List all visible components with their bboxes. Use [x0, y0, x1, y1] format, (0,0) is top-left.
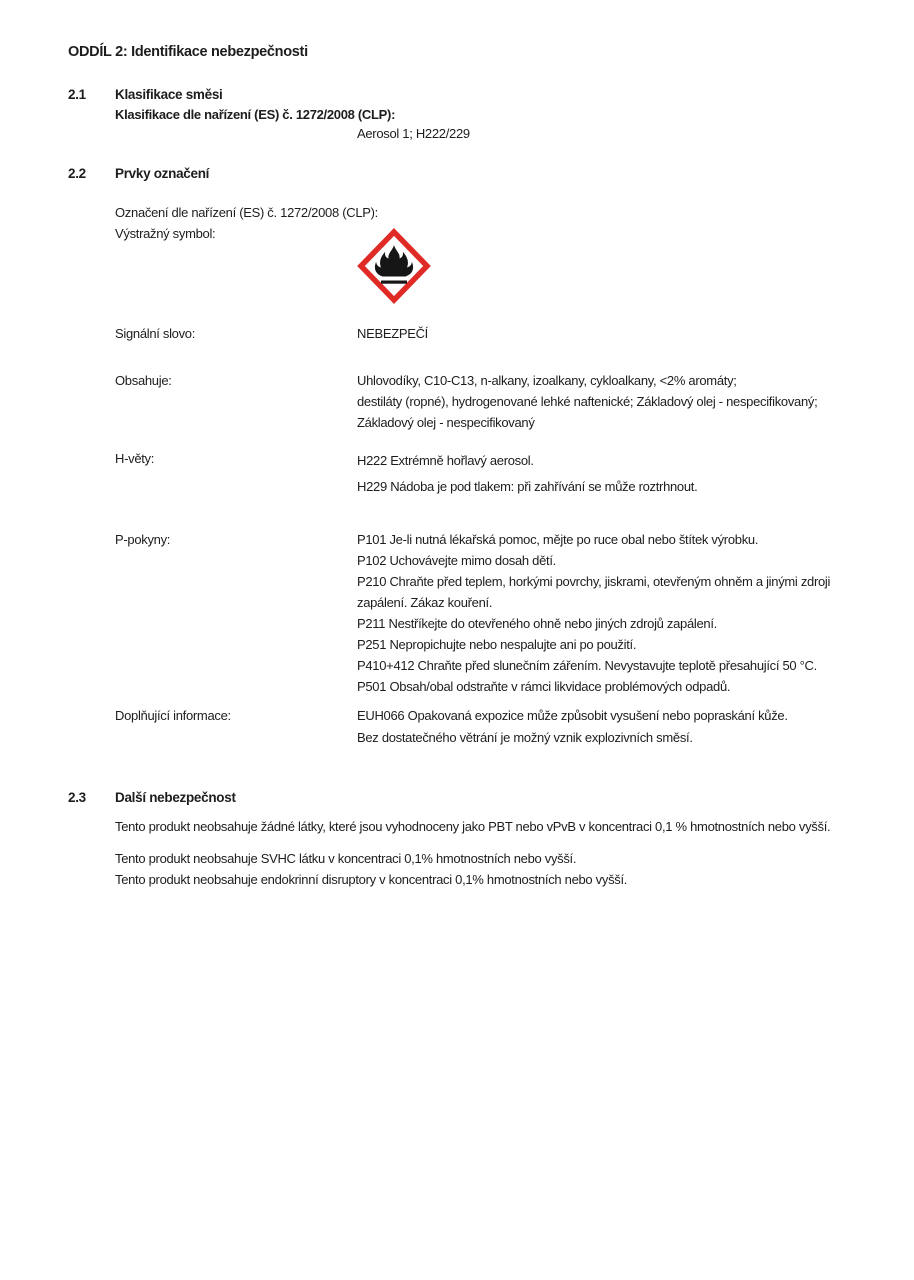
- signal-word-label: Signální slovo:: [115, 326, 196, 341]
- supplemental-info-value: [357, 705, 788, 749]
- section-2-1-title: Klasifikace směsi: [115, 87, 223, 102]
- p-statement: P410+412 Chraňte před slunečním zářením. Nevystavujte teplotě přesahující 50 °C.: [357, 658, 817, 673]
- p-statement: P210 Chraňte před teplem, horkými povrchy, jiskrami, otevřeným ohněm a jinými zdroji: [357, 574, 831, 589]
- p-statements-value: [357, 529, 830, 697]
- section-2-3-title: Další nebezpečnost: [115, 790, 236, 805]
- h-statements-label: H-věty:: [115, 451, 155, 466]
- classification-value: Aerosol 1; H222/229: [357, 126, 470, 141]
- clp-classification-heading: Klasifikace dle nařízení (ES) č. 1272/2008 (CLP):: [115, 107, 396, 122]
- pbt-vpvb-statement: Tento produkt neobsahuje žádné látky, které jsou vyhodnoceny jako PBT nebo vPvB v koncentraci 0,1 % hmotnostních nebo vyšší.: [115, 819, 831, 834]
- flame-baseline-bar: [381, 281, 407, 284]
- section-2-heading: ODDÍL 2: Identifikace nebezpečnosti: [68, 44, 308, 60]
- supplemental-line: EUH066 Opakovaná expozice může způsobit vysušení nebo popraskání kůže.: [357, 708, 788, 723]
- svhc-statement: Tento produkt neobsahuje SVHC látku v koncentraci 0,1% hmotnostních nebo vyšší.: [115, 851, 577, 866]
- contains-value: [357, 370, 817, 433]
- section-2-2-number: 2.2: [68, 166, 86, 181]
- endocrine-disruptor-statement: Tento produkt neobsahuje endokrinní disruptory v koncentraci 0,1% hmotnostních nebo vyšší.: [115, 872, 628, 887]
- section-2-1-number: 2.1: [68, 87, 86, 102]
- p-statement: P102 Uchovávejte mimo dosah dětí.: [357, 553, 556, 568]
- p-statement: P101 Je-li nutná lékařská pomoc, mějte po ruce obal nebo štítek výrobku.: [357, 532, 759, 547]
- supplemental-info-label: Doplňující informace:: [115, 708, 231, 723]
- section-2-2-title: Prvky označení: [115, 166, 210, 181]
- labeling-regulation-line: Označení dle nařízení (ES) č. 1272/2008 (CLP):: [115, 205, 378, 220]
- ghs02-flame-pictogram-icon: [357, 228, 431, 304]
- section-2-3-number: 2.3: [68, 790, 86, 805]
- p-statements-label: P-pokyny:: [115, 532, 171, 547]
- p-statement: P211 Nestříkejte do otevřeného ohně nebo jiných zdrojů zapálení.: [357, 616, 717, 631]
- contains-label: Obsahuje:: [115, 373, 172, 388]
- p-statement-continuation: zapálení. Zákaz kouření.: [357, 595, 493, 610]
- supplemental-line: Bez dostatečného větrání je možný vznik explozivních směsí.: [357, 730, 693, 745]
- p-statement: P251 Nepropichujte nebo nespalujte ani po použití.: [357, 637, 637, 652]
- p-statement: P501 Obsah/obal odstraňte v rámci likvidace problémových odpadů.: [357, 679, 731, 694]
- hazard-symbol-label: Výstražný symbol:: [115, 226, 216, 241]
- contains-line: destiláty (ropné), hydrogenované lehké naftenické; Základový olej - nespecifikovaný;: [357, 394, 818, 409]
- signal-word-value: NEBEZPEČÍ: [357, 326, 428, 341]
- contains-line: Základový olej - nespecifikovaný: [357, 415, 535, 430]
- contains-line: Uhlovodíky, C10-C13, n-alkany, izoalkany, cykloalkany, <2% aromáty;: [357, 373, 737, 388]
- h-statement: H222 Extrémně hořlavý aerosol.: [357, 453, 534, 468]
- h-statement: H229 Nádoba je pod tlakem: při zahřívání se může roztrhnout.: [357, 479, 698, 494]
- h-statements-value: [357, 448, 697, 500]
